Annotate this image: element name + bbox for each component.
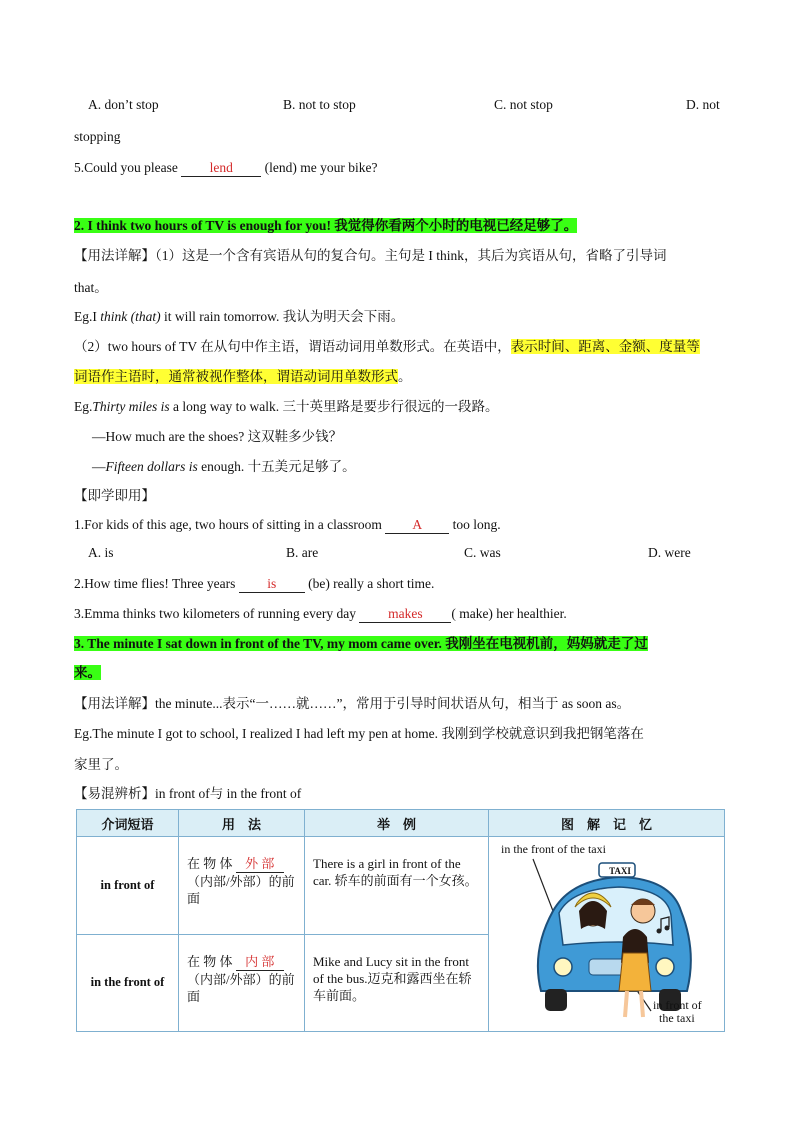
q5-suffix: (lend) me your bike? (264, 160, 378, 175)
confuse-text: in front of与 in the front of (155, 786, 302, 801)
q5-line (74, 158, 728, 178)
practice-q3-prefix: 3.Emma thinks two kilometers of running every day (74, 606, 356, 621)
table-header-row (77, 810, 725, 837)
practice-label: 【即学即用】 (74, 488, 155, 503)
usage-p2-highlight-cont: 词语作主语时，通常被视作整体，谓语动词用单数形式 (74, 369, 398, 384)
practice-q2-suffix: (be) really a short time. (308, 576, 435, 591)
usage-p2-continued (74, 367, 728, 387)
usage-p2-plain: （2）two hours of TV 在从句中作主语，谓语动词用单数形式。在英语中， (74, 339, 511, 354)
confuse-label: 【易混辨析】 (74, 786, 155, 801)
practice-q3-answer: makes (359, 606, 451, 623)
section3-heading-line2: 来。 (74, 665, 101, 680)
caption-in-the-front: in the front of the taxi (501, 842, 606, 856)
section3-eg-line1: Eg.The minute I got to school, I realized I had left my pen at home. 我刚到学校就意识到我把钢笔落在 (74, 726, 644, 741)
row1-usage (179, 837, 305, 935)
q4-option-d: D. not (686, 97, 720, 112)
practice-q1-option-b: B. are (286, 545, 319, 560)
practice-q1-option-a: A. is (88, 545, 114, 560)
header-usage: 用 法 (179, 810, 305, 837)
illustration-cell (489, 837, 725, 1032)
q4-option-b: B. not to stop (283, 97, 356, 112)
practice-q1-suffix: too long. (452, 517, 501, 532)
q4-option-c: C. not stop (494, 97, 553, 112)
caption-in-front-line2: the taxi (659, 1011, 695, 1025)
practice-q3 (74, 604, 728, 624)
practice-q2 (74, 574, 728, 594)
comparison-table (76, 809, 725, 1032)
section3-eg-line2: 家里了。 (74, 757, 128, 772)
usage-p2-line (74, 337, 728, 357)
row1-usage-pre: 在 物 体 (187, 856, 233, 871)
row2-term: in the front of (77, 934, 179, 1032)
usage-p1-continued: that。 (74, 280, 108, 295)
eg1-prefix: Eg.I (74, 309, 97, 324)
caption-in-front-line1: in front of (653, 998, 702, 1012)
section3-heading (74, 634, 728, 654)
eg1-line (74, 307, 728, 327)
row1-usage-post: （内部/外部）的前面 (187, 874, 295, 906)
row2-usage-pre: 在 物 体 (187, 953, 233, 969)
row2-usage (179, 934, 305, 1032)
dialogue-rest: enough. 十五美元足够了。 (201, 459, 356, 474)
dialogue-line-1: —How much are the shoes? 这双鞋多少钱？ (92, 429, 343, 444)
row2-usage-answer: 内 部 (236, 954, 284, 971)
section3-usage-label: 【用法详解】 (74, 696, 155, 711)
section2-heading (74, 216, 728, 236)
usage-p2-end: 。 (398, 369, 412, 384)
eg2-prefix: Eg. (74, 399, 93, 414)
practice-q3-suffix: ( make) her healthier. (451, 606, 567, 621)
practice-q1-option-d: D. were (648, 545, 691, 560)
usage-p1: （1）这是一个含有宾语从句的复合句。主句是 I think，其后为宾语从句，省略了引导词 (155, 248, 667, 263)
practice-q2-answer: is (239, 576, 305, 593)
practice-q1 (74, 515, 728, 535)
section3-usage (74, 694, 728, 714)
header-example: 举 例 (305, 810, 489, 837)
eg1-italic: think (that) (100, 309, 161, 324)
section3-heading-line1: 3. The minute I sat down in front of the TV, my mom came over. 我刚坐在电视机前，妈妈就走了过 (74, 636, 648, 651)
row2-example: Mike and Lucy sit in the front of the bus.迈克和露西坐在轿车前面。 (305, 934, 489, 1032)
q5-answer-blank: lend (181, 160, 261, 177)
row1-usage-answer: 外 部 (236, 856, 284, 873)
section3-heading-cont (74, 663, 728, 683)
section2-usage-line (74, 246, 728, 266)
dialogue-dash: — (92, 459, 106, 474)
header-illustration: 图 解 记 忆 (489, 810, 725, 837)
confuse-line (74, 784, 728, 804)
dialogue-line-2 (92, 457, 728, 477)
section2-heading-text: 2. I think two hours of TV is enough for you! 我觉得你看两个小时的电视已经足够了。 (74, 218, 578, 233)
row1-term: in front of (77, 837, 179, 935)
practice-q1-option-c: C. was (464, 545, 501, 560)
usage-p2-highlight: 表示时间、距离、金额、度量等 (510, 339, 700, 354)
row2-usage-post: （内部/外部）的前面 (187, 971, 295, 1004)
taxi-sign-label: TAXI (609, 866, 631, 876)
table-row (77, 837, 725, 935)
practice-q2-prefix: 2.How time flies! Three years (74, 576, 236, 591)
row1-example: There is a girl in front of the car. 轿车的前面有一个女孩。 (305, 837, 489, 935)
q4-option-a: A. don’t stop (88, 97, 159, 112)
q5-prefix: 5.Could you please (74, 160, 178, 175)
eg2-italic: Thirty miles is (92, 399, 170, 414)
eg1-rest: it will rain tomorrow. 我认为明天会下雨。 (164, 309, 405, 324)
practice-q1-prefix: 1.For kids of this age, two hours of sitting in a classroom (74, 517, 382, 532)
taxi-illustration (501, 841, 731, 1031)
dialogue-italic: Fifteen dollars is (105, 459, 198, 474)
usage-label: 【用法详解】 (74, 248, 155, 263)
practice-q1-answer: A (385, 517, 449, 534)
section3-usage-text: the minute...表示“一……就……”，常用于引导时间状语从句，相当于 as soon as。 (155, 696, 631, 711)
eg2-line (74, 397, 728, 417)
header-phrase: 介词短语 (77, 810, 179, 837)
eg2-rest: a long way to walk. 三十英里路是要步行很远的一段路。 (173, 399, 499, 414)
q4-option-d-continued: stopping (74, 129, 121, 144)
